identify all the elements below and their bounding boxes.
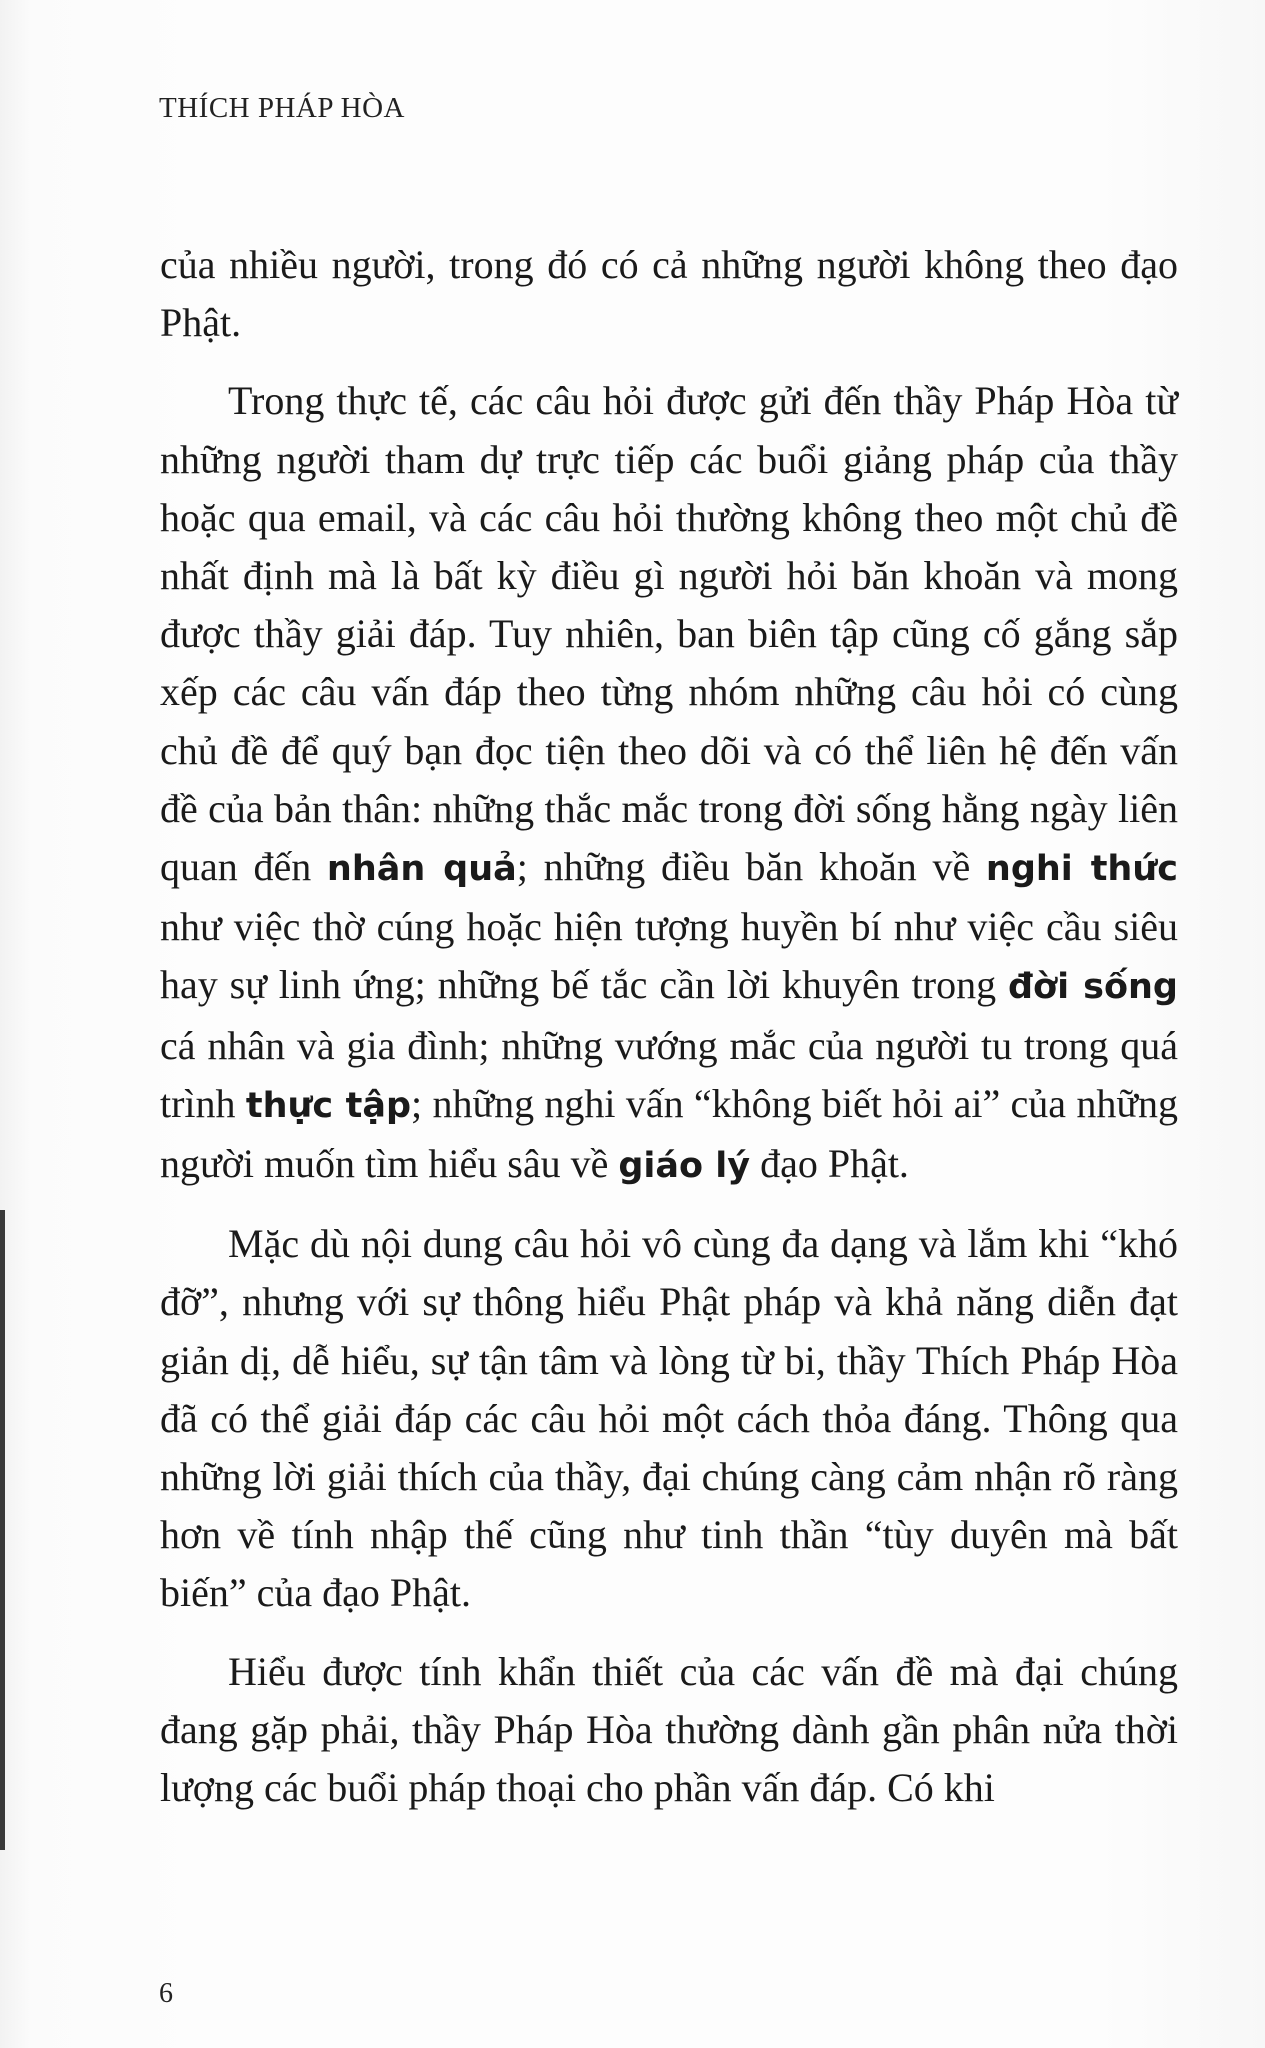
running-head-title: THÍCH PHÁP HÒA <box>159 92 405 124</box>
paragraph-2-text-4: cá nhân và gia đình; những vướng mắc của người tu trong quá trình <box>160 1022 1178 1126</box>
bold-term-doi-song: đời sống <box>1007 967 1178 1008</box>
bold-term-thuc-tap: thực tập <box>245 1085 412 1126</box>
bold-term-nhan-qua: nhân quả <box>326 849 517 890</box>
paragraph-2 <box>160 372 1178 1195</box>
bold-term-giao-ly: giáo lý <box>618 1146 751 1187</box>
paragraph-3: Mặc dù nội dung câu hỏi vô cùng đa dạng và lắm khi “khó đỡ”, nhưng với sự thông hiểu Phật pháp và khả năng diễn đạt giản dị, dễ hiểu, sự tận tâm và lòng từ bi, thầy Thích Pháp Hòa đã có thể giải đáp các câu hỏi một cách thỏa đáng. Thông qua những lời giải thích của thầy, đại chúng càng cảm nhận rõ ràng hơn về tính nhập thế cũng như tinh thần “tùy duyên mà bất biến” của đạo Phật. <box>160 1221 1178 1616</box>
body-text <box>160 236 1178 1837</box>
paragraph-1: của nhiều người, trong đó có cả những người không theo đạo Phật. <box>160 242 1178 346</box>
paragraph-4: Hiểu được tính khẩn thiết của các vấn đề mà đại chúng đang gặp phải, thầy Pháp Hòa thường dành gần phân nửa thời lượng các buổi pháp thoại cho phần vấn đáp. Có khi <box>160 1648 1178 1811</box>
paragraph-2-text-2: ; những điều băn khoăn về <box>516 844 986 890</box>
page-number: 6 <box>159 1978 173 2009</box>
paragraph-2-text-6: đạo Phật. <box>750 1141 909 1187</box>
bold-term-nghi-thuc: nghi thức <box>985 849 1179 890</box>
paragraph-2-text-5: ; những nghi vấn “không biết hỏi ai” của những người muốn tìm hiểu sâu về <box>160 1080 1178 1187</box>
paragraph-2-text-1: Trong thực tế, các câu hỏi được gửi đến thầy Pháp Hòa từ những người tham dự trực tiếp các buổi giảng pháp của thầy hoặc qua email, và các câu hỏi thường không theo một chủ đề nhất định mà là bất kỳ điều gì người hỏi băn khoăn và mong được thầy giải đáp. Tuy nhiên, ban biên tập cũng cố gắng sắp xếp các câu vấn đáp theo từng nhóm những câu hỏi có cùng chủ đề để quý bạn đọc tiện theo dõi và có thể liên hệ đến vấn đề của bản thân: những thắc mắc trong đời sống hằng ngày liên quan đến <box>160 378 1178 890</box>
page-edge-shadow <box>0 1210 5 1850</box>
paragraph-2-text-3: như việc thờ cúng hoặc hiện tượng huyền bí như việc cầu siêu hay sự linh ứng; những bế tắc cần lời khuyên trong <box>160 904 1178 1008</box>
